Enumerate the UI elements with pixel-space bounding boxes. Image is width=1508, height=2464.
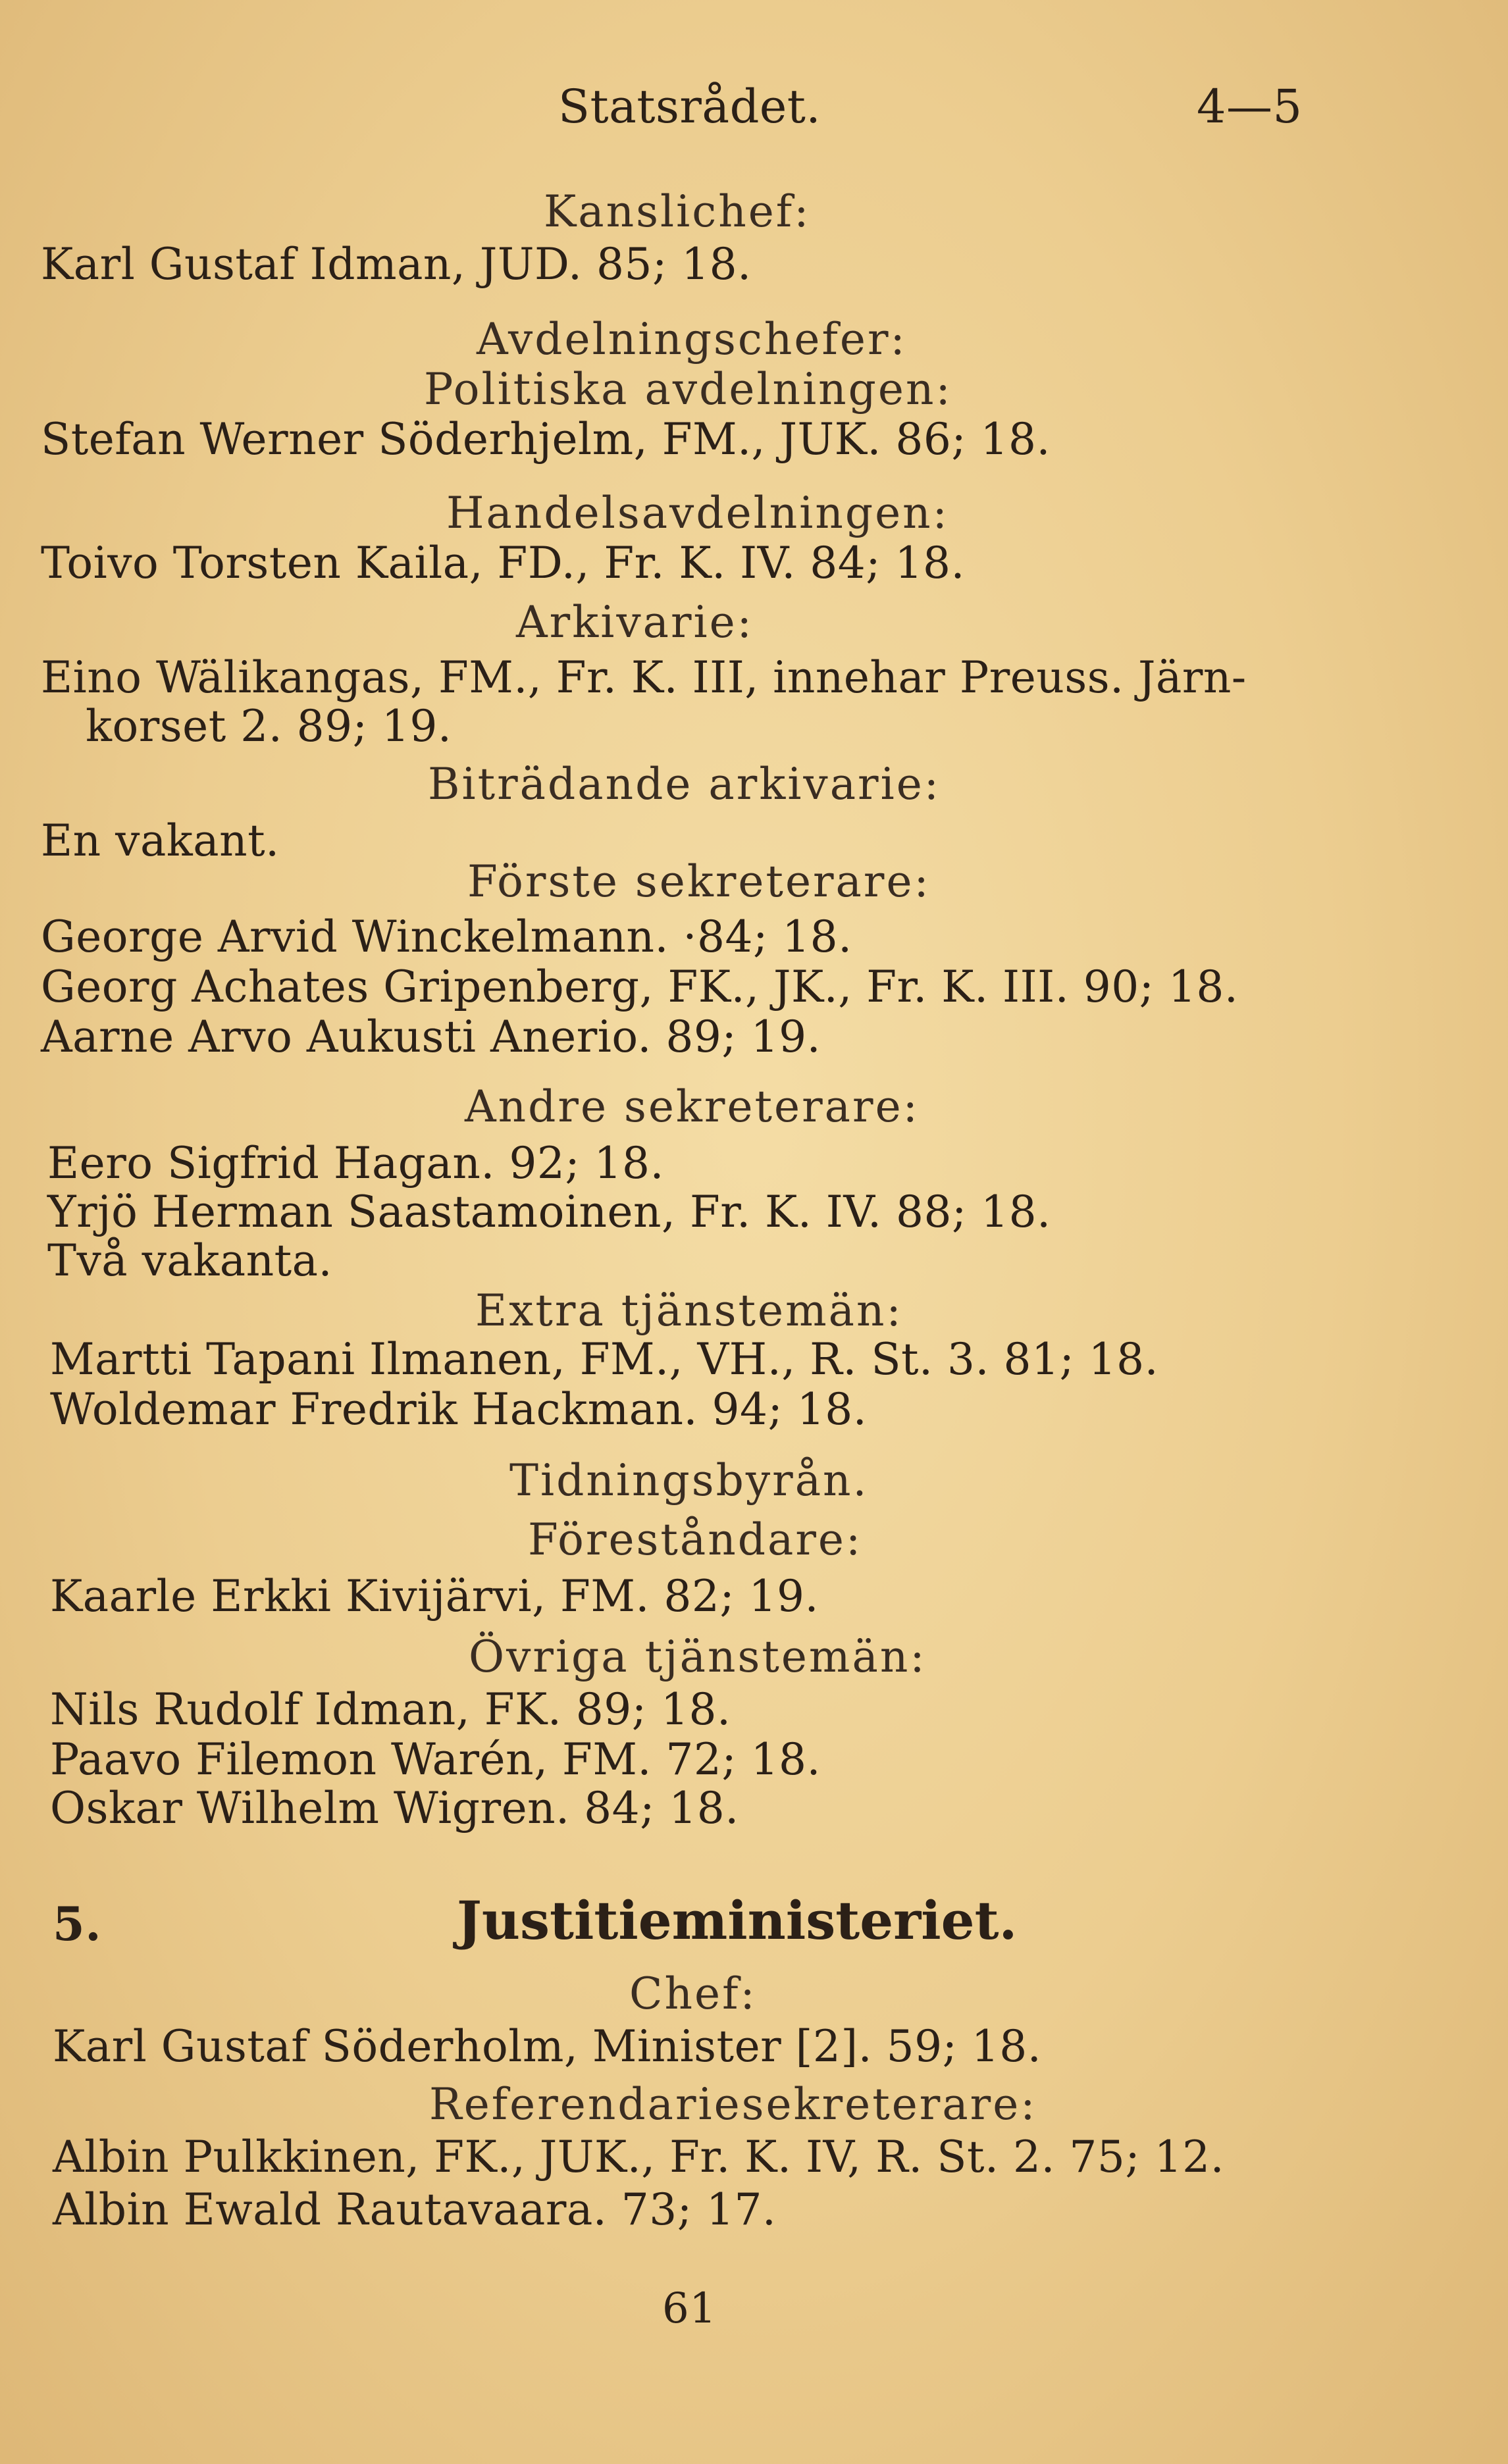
entry-nils-idman: Nils Rudolf Idman, FK. 89; 18. <box>50 1684 731 1735</box>
entry-saastamoinen: Yrjö Herman Saastamoinen, Fr. K. IV. 88; 18. <box>47 1187 1051 1237</box>
entry-winckelmann: George Arvid Winckelmann. ·84; 18. <box>41 911 852 962</box>
entry-en-vakant: En vakant. <box>41 815 280 866</box>
entry-hackman: Woldemar Fredrik Hackman. 94; 18. <box>50 1384 868 1435</box>
heading-tidningsbyran: Tidningsbyrån. <box>509 1455 869 1506</box>
heading-handelsavdelningen: Handelsavdelningen: <box>446 488 949 538</box>
heading-chef: Chef: <box>629 1968 757 2019</box>
entry-soderhjelm: Stefan Werner Söderhjelm, FM., JUK. 86; 18. <box>41 414 1051 465</box>
heading-avdelningschefer: Avdelningschefer: <box>477 314 907 365</box>
entry-kaila: Toivo Torsten Kaila, FD., Fr. K. IV. 84; 18. <box>41 538 965 588</box>
entry-tva-vakanta: Två vakanta. <box>47 1235 332 1286</box>
entry-walikangas: Eino Wälikangas, FM., Fr. K. III, innehar Preuss. Järn- <box>41 652 1247 703</box>
entry-pulkkinen: Albin Pulkkinen, FK., JUK., Fr. K. IV, R. St. 2. 75; 12. <box>53 2132 1225 2182</box>
heading-andre-sekreterare: Andre sekreterare: <box>465 1081 920 1132</box>
entry-anerio: Aarne Arvo Aukusti Anerio. 89; 19. <box>41 1012 821 1062</box>
section-title: Justitieministeriet. <box>457 1889 1018 1951</box>
entry-wigren: Oskar Wilhelm Wigren. 84; 18. <box>50 1783 739 1834</box>
heading-arkivarie: Arkivarie: <box>516 597 754 648</box>
heading-forste-sekreterare: Förste sekreterare: <box>467 856 931 907</box>
running-head-section: 4—5 <box>1197 80 1303 134</box>
section-number: 5. <box>53 1897 102 1951</box>
entry-ilmanen: Martti Tapani Ilmanen, FM., VH., R. St. 3. 81; 18. <box>50 1334 1159 1385</box>
heading-bitradande-arkivarie: Biträdande arkivarie: <box>428 759 941 809</box>
heading-ovriga-tjansteman: Övriga tjänstemän: <box>469 1631 927 1682</box>
heading-referendariesekreterare: Referendariesekreterare: <box>429 2079 1037 2130</box>
page-number: 61 <box>662 2284 717 2333</box>
entry-kivijarvi: Kaarle Erkki Kivijärvi, FM. 82; 19. <box>50 1571 819 1622</box>
heading-extra-tjansteman: Extra tjänstemän: <box>475 1285 903 1336</box>
entry-gripenberg: Georg Achates Gripenberg, FK., JK., Fr. K. III. 90; 18. <box>41 962 1239 1012</box>
entry-waren: Paavo Filemon Warén, FM. 72; 18. <box>50 1734 821 1785</box>
heading-politiska-avdelningen: Politiska avdelningen: <box>424 364 952 415</box>
heading-kanslichef: Kanslichef: <box>544 186 811 237</box>
entry-hagan: Eero Sigfrid Hagan. 92; 18. <box>47 1138 665 1189</box>
entry-soderholm: Karl Gustaf Söderholm, Minister [2]. 59; 18. <box>53 2021 1042 2072</box>
heading-forestandare: Föreståndare: <box>528 1514 863 1565</box>
entry-idman: Karl Gustaf Idman, JUD. 85; 18. <box>41 239 752 290</box>
entry-walikangas-continued: korset 2. 89; 19. <box>86 701 452 752</box>
running-head-title: Statsrådet. <box>558 80 821 134</box>
entry-rautavaara: Albin Ewald Rautavaara. 73; 17. <box>53 2184 777 2235</box>
